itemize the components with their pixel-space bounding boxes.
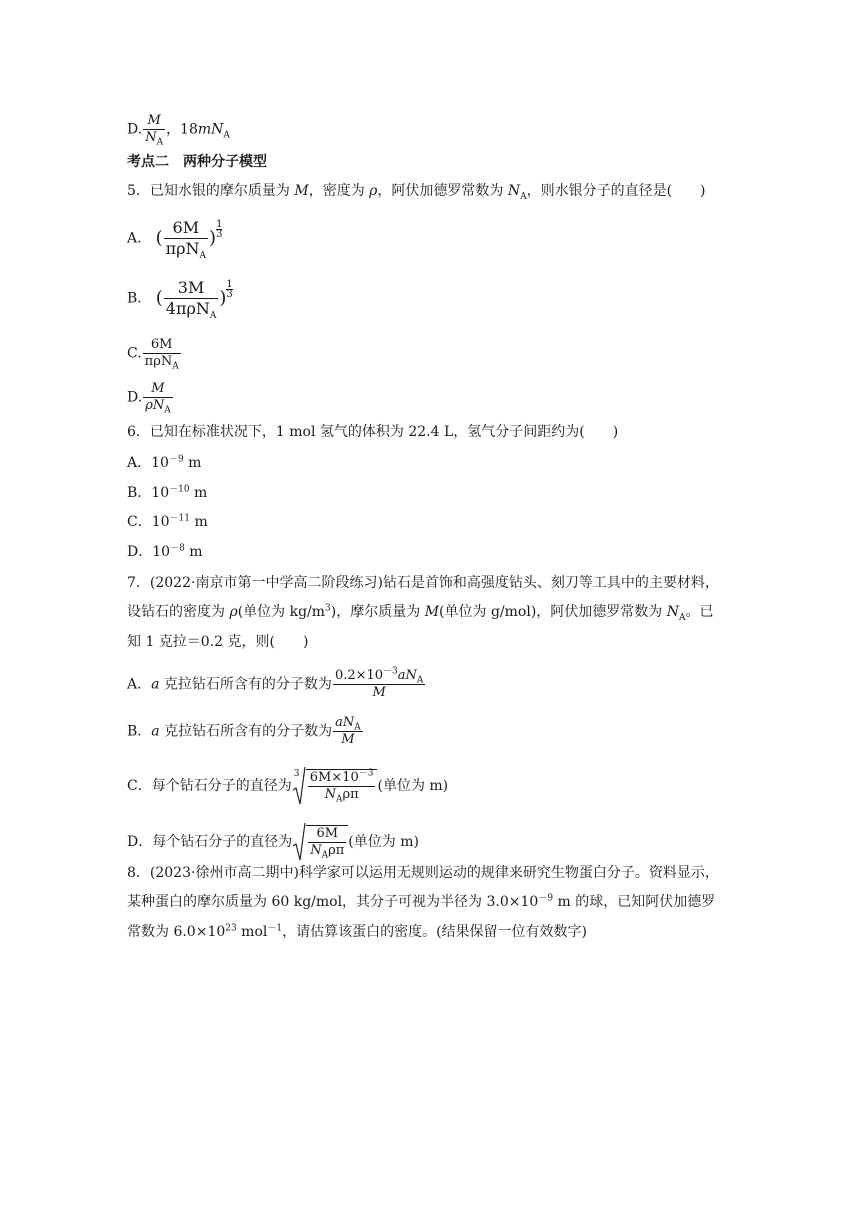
fraction: $\frac{M}{\rho N_A}$ (145, 381, 171, 416)
fraction: $\frac{6M}{\pi\rho N_A}$ (165, 218, 207, 262)
q6-option-a: A．$10^{-9}$ m (127, 454, 202, 471)
q6-option-c: C．$10^{-11}$ m (127, 513, 208, 530)
q8-stem-line3: 常数为 $6.0\times 10^{23}$ mol$^{-1}$，请估算该蛋白的密度。(结果保留一位有效数字) (127, 923, 588, 940)
q5-option-b: B． ( $\frac{3M}{4\pi\rho N_A}$ ) $\frac{1}{3}$ (127, 278, 233, 322)
q8-stem-line1: 8．(2023·徐州市高二期中)科学家可以运用无规则运动的规律来研究生物蛋白分子。资料显示， (127, 865, 719, 881)
fraction: $\frac{6M\times 10^{-3}}{N_A\rho\pi}$ (309, 768, 374, 805)
square-root (292, 822, 348, 862)
q7-option-d: D．每个钻石分子的直径为 $\frac{6M}{N_A\rho\pi}$ (单位为 m) (127, 822, 419, 862)
q5-option-d: D. $\frac{M}{\rho N_A}$ (127, 381, 171, 416)
fraction: $\frac{3M}{4\pi\rho N_A}$ (165, 278, 217, 322)
fraction: $\frac{6M}{N_A\rho\pi}$ (310, 826, 345, 861)
q7-option-c: C．每个钻石分子的直径为 3 $\frac{6M\times 10^{-3}}{N_A\rho\pi}$ (单位为 m) (127, 766, 448, 806)
radical-sign (292, 822, 306, 862)
q6-stem: 6．已知在标准状况下，1 mol 氢气的体积为 22.4 L，氢气分子间距约为( ) (127, 424, 619, 440)
fraction: $\frac{M}{N_A}$ (145, 113, 164, 148)
q7-stem-line3: 知 1 克拉＝0.2 克，则( ) (127, 634, 309, 650)
q8-stem-line2: 某种蛋白的摩尔质量为 60 kg/mol，其分子可视为半径为 $3.0\times 10^{-9}$ m 的球，已知阿伏加德罗 (127, 893, 716, 910)
section-title: 考点二 两种分子模型 (127, 154, 267, 170)
q5-option-a: A． ( $\frac{6M}{\pi\rho N_A}$ ) $\frac{1}{3}$ (127, 218, 223, 262)
q7-stem-line2: 设钻石的密度为 ρ(单位为 $kg/m^3$)，摩尔质量为 M(单位为 g/mol)，阿伏加德罗常数为 $N_A$。已 (127, 603, 714, 623)
q7-option-b: B．a 克拉钻石所含有的分子数为 $\frac{aN_A}{M}$ (127, 715, 361, 747)
exponent: $\frac{1}{3}$ (216, 218, 223, 240)
q7-stem-line1: 7．(2022·南京市第一中学高二阶段练习)钻石是首饰和高强度钻头、刻刀等工具中的主要材料， (127, 575, 719, 591)
q6-option-d: D．$10^{-8}$ m (127, 543, 203, 560)
q5-stem: 5．已知水银的摩尔质量为 M，密度为 ρ，阿伏加德罗常数为 $N_A$，则水银分子的直径是( ) (127, 183, 706, 202)
fraction: $\frac{6M}{\pi\rho N_A}$ (144, 337, 179, 372)
fraction: $\frac{aN_A}{M}$ (335, 715, 361, 747)
option-label: D. (127, 121, 143, 138)
q6-option-b: B．$10^{-10}$ m (127, 484, 208, 501)
q7-option-a: A．a 克拉钻石所含有的分子数为 $\frac{0.2\times 10^{-3}aN_A}{M}$ (127, 666, 424, 700)
cube-root: 3 $\frac{6M\times 10^{-3}}{N_A\rho\pi}$ (292, 766, 378, 806)
q5-option-c: C. $\frac{6M}{\pi\rho N_A}$ (127, 337, 179, 372)
fraction: $\frac{0.2\times 10^{-3}aN_A}{M}$ (334, 666, 424, 700)
q4-option-d: D. $\frac{M}{N_A}$ ，$18mN_A$ (127, 113, 230, 148)
exponent: $\frac{1}{3}$ (226, 278, 233, 300)
